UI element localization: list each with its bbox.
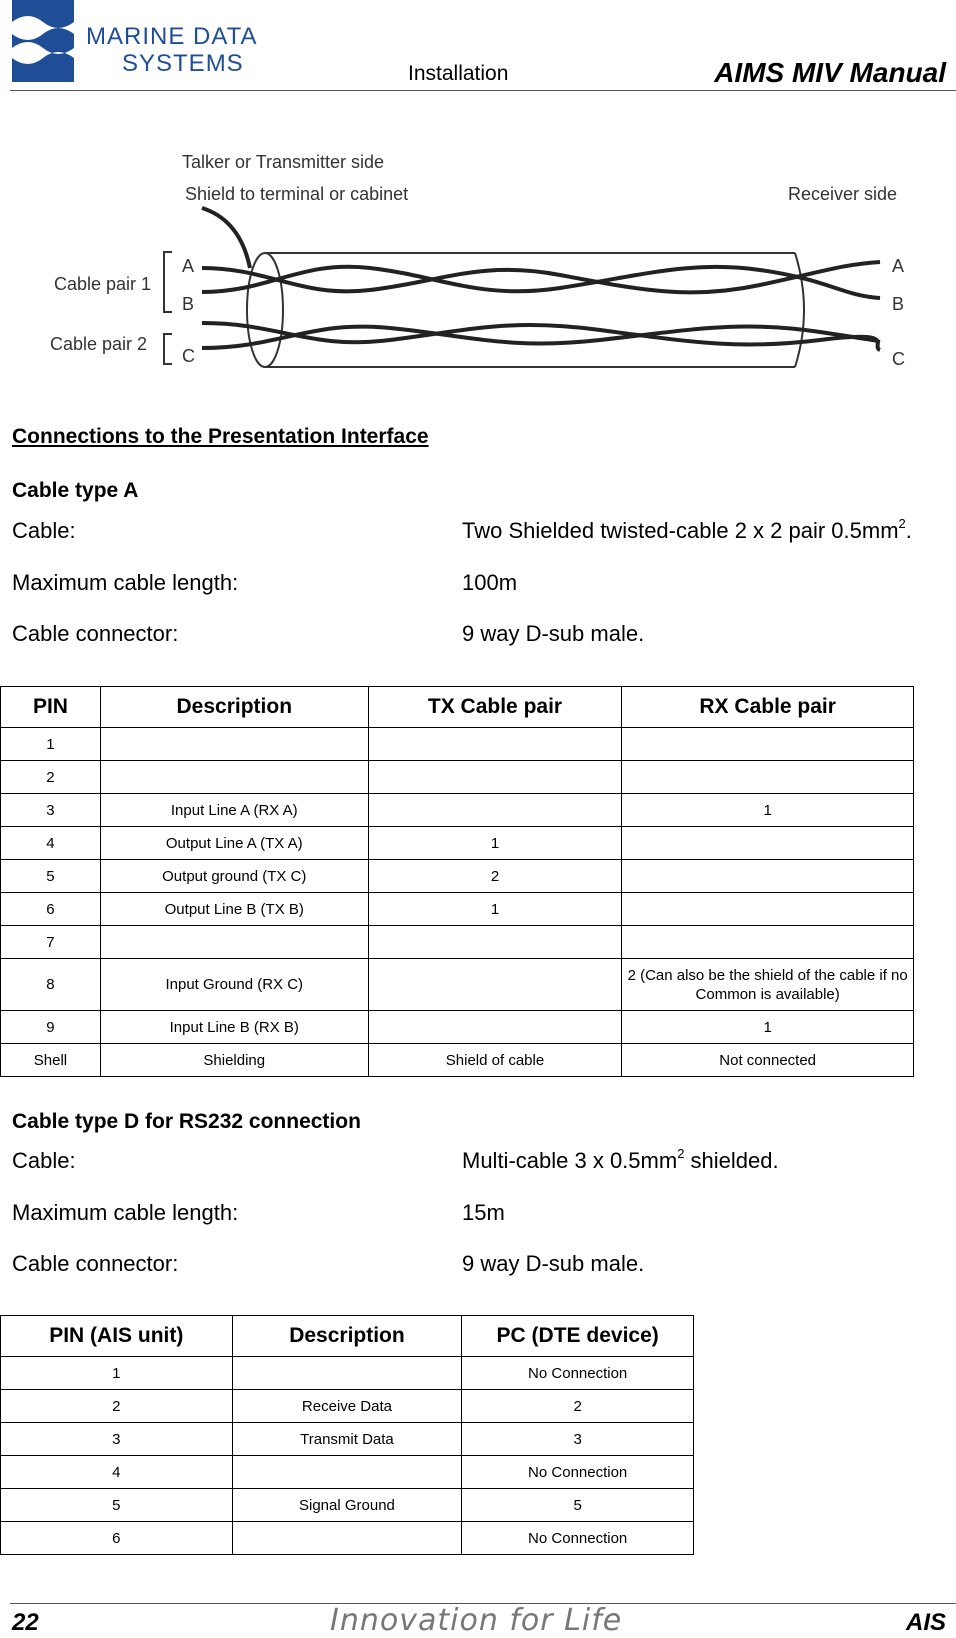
col-header: PC (DTE device) (462, 1316, 694, 1357)
table-row: 2 Receive Data 2 (1, 1390, 694, 1423)
cable-a-title: Cable type A (12, 479, 139, 502)
svg-text:B: B (182, 294, 195, 314)
header-section: Installation (408, 62, 509, 85)
cable-a-connector-value: 9 way D-sub male. (462, 621, 645, 646)
cable-a-connector-label: Cable connector: (12, 621, 179, 646)
cable-d-length-label: Maximum cable length: (12, 1200, 239, 1225)
svg-text:B: B (892, 294, 905, 314)
table-header-row (1, 1316, 694, 1357)
col-header: Description (232, 1316, 462, 1357)
cable-d-pin-table (0, 1315, 694, 1555)
table-row: 1 (1, 728, 914, 761)
pair2-label: Cable pair 2 (50, 334, 148, 354)
col-header: PIN (AIS unit) (1, 1316, 233, 1357)
table-header-row (1, 687, 914, 728)
table-row: 4 Output Line A (TX A) 1 (1, 827, 914, 860)
cable-a-length-value: 100m (462, 570, 518, 595)
footer-label: AIS (905, 1609, 946, 1636)
col-header: Description (100, 687, 368, 728)
table-row: 3 Input Line A (RX A) 1 (1, 794, 914, 827)
receiver-label: Receiver side (788, 184, 898, 204)
svg-text:A: A (892, 256, 905, 276)
talker-label: Talker or Transmitter side (182, 152, 385, 172)
manual-title: AIMS MIV Manual (714, 57, 946, 88)
table-row: 6 No Connection (1, 1522, 694, 1555)
table-row: 9 Input Line B (RX B) 1 (1, 1011, 914, 1044)
svg-text:SYSTEMS: SYSTEMS (122, 50, 244, 77)
cable-d-cable-value: Multi-cable 3 x $0.5mm^2$ shielded. (462, 1146, 779, 1173)
col-header: PIN (1, 687, 101, 728)
table-row: 4 No Connection (1, 1456, 694, 1489)
twisted-pair-diagram (40, 140, 920, 390)
cable-a-length-label: Maximum cable length: (12, 570, 239, 595)
pair1-label: Cable pair 1 (54, 274, 152, 294)
svg-text:MARINE DATA: MARINE DATA (86, 23, 258, 50)
col-header: TX Cable pair (368, 687, 622, 728)
table-row: 6 Output Line B (TX B) 1 (1, 893, 914, 926)
cable-d-length-value: 15m (462, 1200, 505, 1225)
table-row: 3 Transmit Data 3 (1, 1423, 694, 1456)
cable-d-connector-value: 9 way D-sub male. (462, 1251, 645, 1276)
svg-text:C: C (892, 349, 905, 369)
footer-slogan: Innovation for Life (330, 1603, 623, 1638)
cable-d-cable-label: Cable: (12, 1148, 76, 1173)
cable-a-cable-value: Two Shielded twisted-cable 2 x 2 pair $0.5mm^2$. (462, 516, 912, 543)
table-row: 5 Output ground (TX C) 2 (1, 860, 914, 893)
cable-d-connector-label: Cable connector: (12, 1251, 179, 1276)
table-row: Shell Shielding Shield of cable Not connected (1, 1044, 914, 1077)
section-title: Connections to the Presentation Interface (12, 425, 429, 448)
page-number: 22 (12, 1609, 39, 1636)
cable-a-pin-table (0, 686, 914, 1077)
company-logo (12, 0, 302, 86)
cable-d-title: Cable type D for RS232 connection (12, 1110, 361, 1133)
svg-text:C: C (182, 346, 195, 366)
table-row: 2 (1, 761, 914, 794)
shield-label: Shield to terminal or cabinet (185, 184, 409, 204)
svg-text:A: A (182, 256, 195, 276)
table-row: 8 Input Ground (RX C) 2 (Can also be the shield of the cable if no Common is available) (1, 959, 914, 1011)
table-row: 7 (1, 926, 914, 959)
table-row: 1 No Connection (1, 1357, 694, 1390)
col-header: RX Cable pair (622, 687, 914, 728)
cable-a-cable-label: Cable: (12, 518, 76, 543)
header-rule (10, 90, 956, 91)
table-row: 5 Signal Ground 5 (1, 1489, 694, 1522)
